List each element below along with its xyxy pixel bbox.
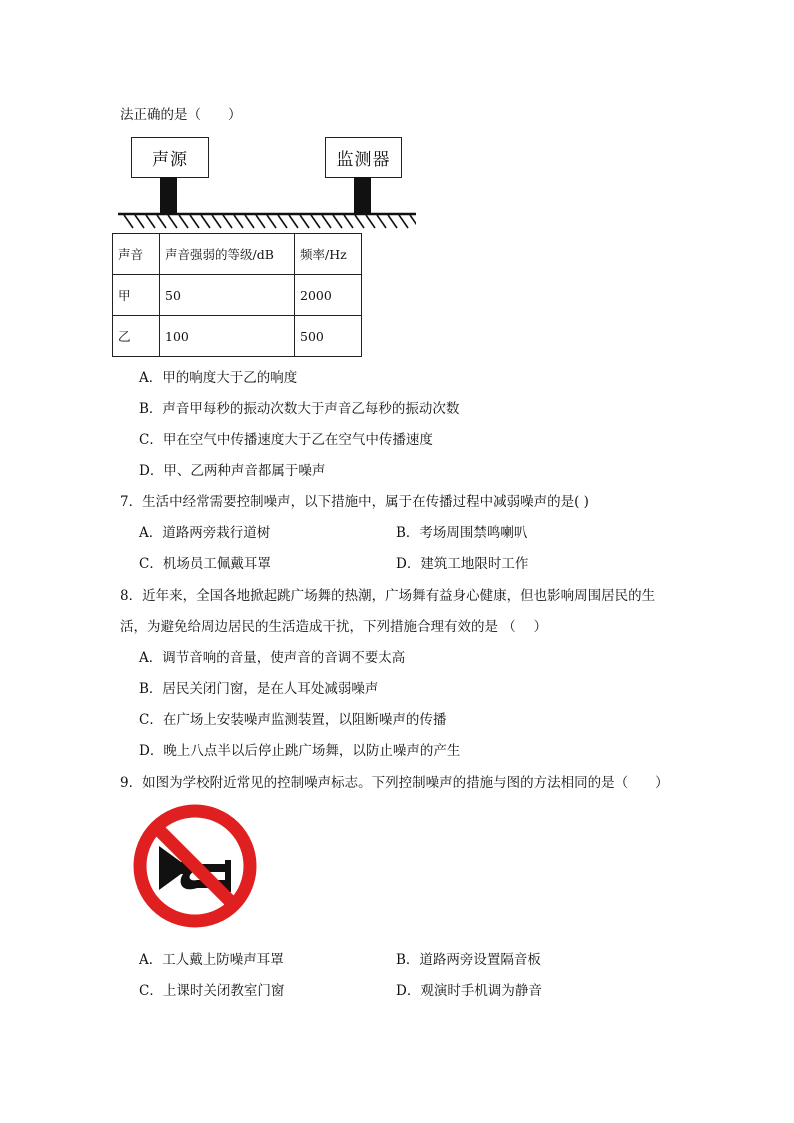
- q8-option-d[interactable]: D．晚上八点半以后停止跳广场舞，以防止噪声的产生: [139, 743, 461, 759]
- hatch-mark: [223, 215, 232, 228]
- ground-hatching: [118, 212, 416, 232]
- q8-option-c[interactable]: C．在广场上安装噪声监测装置，以阻断噪声的传播: [139, 712, 447, 728]
- hatch-mark: [234, 215, 243, 228]
- table-row: [113, 316, 362, 357]
- hatch-mark: [267, 215, 276, 228]
- header-cell: 声音: [113, 234, 160, 275]
- hatch-mark: [377, 215, 386, 228]
- hatch-mark: [300, 215, 309, 228]
- hatch-mark: [366, 215, 375, 228]
- q9-option-d[interactable]: D．观演时手机调为静音: [396, 983, 542, 999]
- q6-option-b[interactable]: B．声音甲每秒的振动次数大于声音乙每秒的振动次数: [139, 401, 460, 417]
- sound-source-box: 声源: [131, 137, 209, 178]
- header-cell: 声音强弱的等级/dB: [160, 234, 295, 275]
- q9-option-b[interactable]: B．道路两旁设置隔音板: [396, 952, 541, 968]
- q6-option-c[interactable]: C．甲在空气中传播速度大于乙在空气中传播速度: [139, 432, 433, 448]
- hatch-mark: [410, 215, 416, 228]
- table-cell: 50: [160, 275, 295, 316]
- table-cell: 乙: [113, 316, 160, 357]
- q6-option-d[interactable]: D．甲、乙两种声音都属于噪声: [139, 463, 326, 479]
- table-header-row: [113, 234, 362, 275]
- sound-data-table: [112, 233, 362, 357]
- hatch-mark: [344, 215, 353, 228]
- q7-option-a[interactable]: A．道路两旁栽行道树: [139, 525, 271, 541]
- q6-option-a[interactable]: A．甲的响度大于乙的响度: [139, 370, 298, 386]
- hatch-mark: [278, 215, 287, 228]
- table-cell: 甲: [113, 275, 160, 316]
- detector-post: [354, 177, 371, 214]
- table-cell: 500: [295, 316, 362, 357]
- hatch-mark: [135, 215, 144, 228]
- table-cell: 100: [160, 316, 295, 357]
- q8-option-a[interactable]: A．调节音响的音量，使声音的音调不要太高: [139, 650, 406, 666]
- hatch-mark: [212, 215, 221, 228]
- hatch-mark: [333, 215, 342, 228]
- header-cell: 频率/Hz: [295, 234, 362, 275]
- no-horn-sign-icon: [131, 802, 259, 930]
- q7-option-b[interactable]: B．考场周围禁鸣喇叭: [396, 525, 528, 541]
- hatch-mark: [201, 215, 210, 228]
- hatch-mark: [124, 215, 133, 228]
- q8-stem-line2: 活，为避免给周边居民的生活造成干扰，下列措施合理有效的是 （ ）: [120, 619, 548, 635]
- hatch-mark: [245, 215, 254, 228]
- hatch-mark: [157, 215, 166, 228]
- hatch-mark: [322, 215, 331, 228]
- table-row: [113, 275, 362, 316]
- q7-stem: 7．生活中经常需要控制噪声，以下措施中，属于在传播过程中减弱噪声的是( ): [120, 494, 589, 510]
- hatch-mark: [355, 215, 364, 228]
- table-cell: 2000: [295, 275, 362, 316]
- hatch-mark: [190, 215, 199, 228]
- q8-option-b[interactable]: B．居民关闭门窗，是在人耳处减弱噪声: [139, 681, 379, 697]
- hatch-mark: [256, 215, 265, 228]
- hatch-mark: [168, 215, 177, 228]
- q7-option-d[interactable]: D．建筑工地限时工作: [396, 556, 529, 572]
- source-post: [160, 177, 177, 214]
- q9-option-a[interactable]: A．工人戴上防噪声耳罩: [139, 952, 284, 968]
- hatch-mark: [146, 215, 155, 228]
- detector-box: 监测器: [325, 137, 402, 178]
- hatch-mark: [399, 215, 408, 228]
- hatch-mark: [311, 215, 320, 228]
- hatch-mark: [179, 215, 188, 228]
- hatch-mark: [289, 215, 298, 228]
- q9-option-c[interactable]: C．上课时关闭教室门窗: [139, 983, 285, 999]
- question-intro: 法正确的是（ ）: [120, 107, 242, 123]
- q9-stem: 9．如图为学校附近常见的控制噪声标志。下列控制噪声的措施与图的方法相同的是（ ）: [120, 775, 669, 791]
- q7-option-c[interactable]: C．机场员工佩戴耳罩: [139, 556, 271, 572]
- q8-stem-line1: 8．近年来，全国各地掀起跳广场舞的热潮，广场舞有益身心健康，但也影响周围居民的生: [120, 588, 656, 604]
- hatch-mark: [388, 215, 397, 228]
